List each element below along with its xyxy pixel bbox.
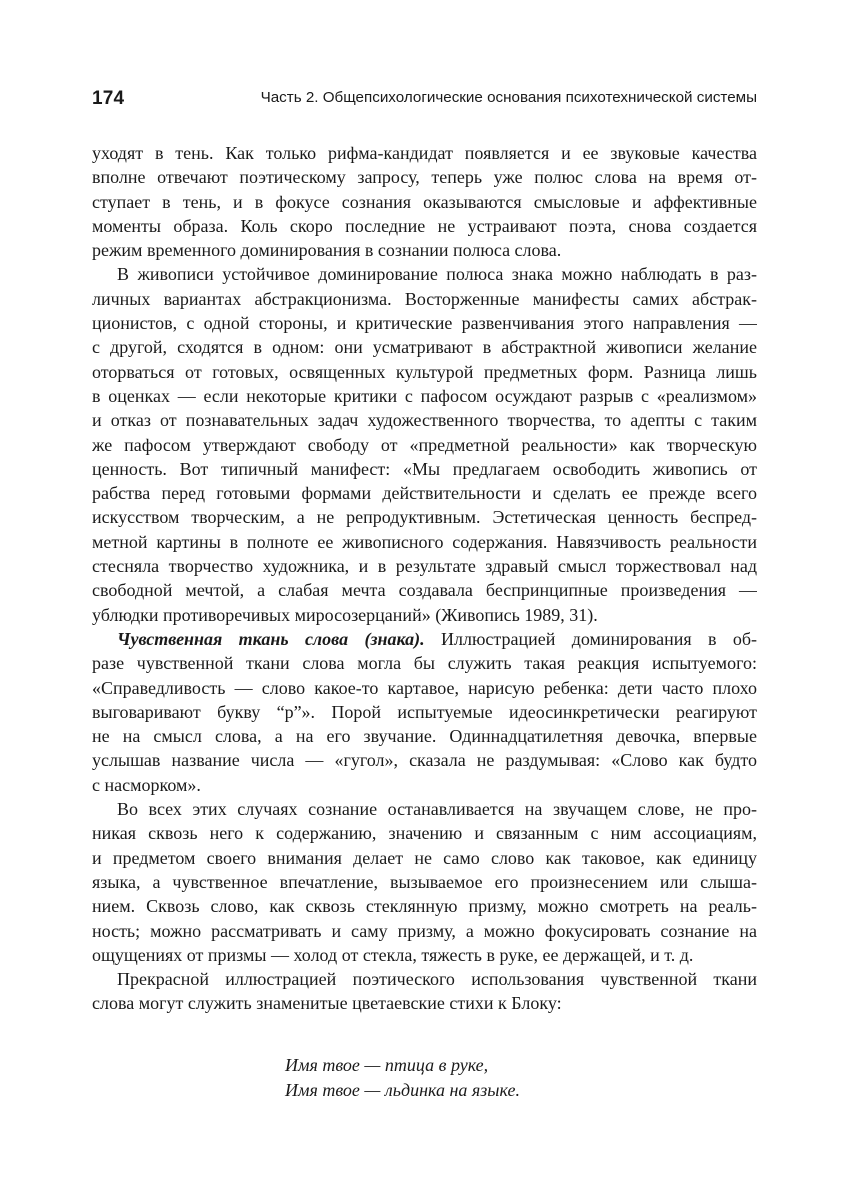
text-line: ность; можно рассматривать и саму призму, а можно фокусировать сознание на (92, 920, 757, 941)
text-line: с другой, сходятся в одном: они усматривают в абстрактной живописи желание (92, 337, 757, 358)
poem-quote (285, 1053, 520, 1103)
text-line: «Справедливость — слово какое-то картавое, нарисую ребенка: дети часто плохо (92, 677, 757, 698)
text-line: Прекрасной иллюстрацией поэтического использования чувственной ткани (117, 969, 757, 990)
text-line: искусством творческим, а не репродуктивным. Эстетическая ценность беспред- (92, 507, 757, 528)
text-line: Во всех этих случаях сознание останавливается на звучащем слове, не про- (117, 799, 757, 820)
text-line: не на смысл слова, а на его звучание. Одиннадцатилетняя девочка, впервые (92, 726, 757, 747)
paragraph (92, 967, 757, 1016)
text-line: метной картины в полноте ее живописного содержания. Навязчивость реальности (92, 531, 757, 552)
paragraph (92, 262, 757, 626)
paragraph (92, 627, 757, 797)
text-line: же пафосом утверждают свободу от «предметной реальности» как творческую (92, 434, 757, 455)
text-line: оторваться от готовых, освященных культурой предметных форм. Разница лишь (92, 361, 757, 382)
text-line: стесняла творчество художника, и в результате здравый смысл торжествовал над (92, 556, 757, 577)
running-header (92, 86, 757, 110)
text-line: услышав название числа — «гугол», сказала не раздумывая: «Слово как будто (92, 750, 757, 771)
body-text (92, 141, 757, 1016)
text-line: с насморком». (92, 774, 201, 795)
text-line: ступает в тень, и в фокусе сознания оказываются смысловые и аффективные (92, 191, 757, 212)
text-line: никая сквозь него к содержанию, значению и связанным с ним ассоциациям, (92, 823, 757, 844)
text-line: в оценках — если некоторые критики с пафосом осуждают разрыв с «реализмом» (92, 385, 757, 406)
text-line: вполне отвечают поэтическому запросу, теперь уже полюс слова на время от- (92, 167, 757, 188)
paragraph (92, 141, 757, 262)
text-line: рабства перед готовыми формами действительности и сделать ее прежде всего (92, 483, 757, 504)
text-line: личных вариантах абстракционизма. Восторженные манифесты самих абстрак- (92, 288, 757, 309)
text-span: Иллюстрацией доминирования в об- (424, 628, 757, 649)
text-line: языка, а чувственное впечатление, вызываемое его произнесением или слыша- (92, 871, 757, 892)
text-line: уходят в тень. Как только рифма-кандидат появляется и ее звуковые качества (92, 143, 757, 163)
poem-line: Имя твое — птица в руке, (285, 1055, 489, 1075)
paragraph (92, 797, 757, 967)
text-line (92, 627, 757, 651)
text-line: свободной мечтой, а слабая мечта создавала беспринципные произведения — (92, 580, 757, 601)
text-line: ощущениях от призмы — холод от стекла, тяжесть в руке, ее держащей, и т. д. (92, 944, 694, 965)
text-line: ублюдки противоречивых миросозерцаний» (Живопись 1989, 31). (92, 604, 598, 625)
text-line: и отказ от познавательных задач художественного творчества, то адепты с таким (92, 410, 757, 431)
text-line: нием. Сквозь слово, как сквозь стеклянную призму, можно смотреть на реаль- (92, 896, 757, 917)
text-line: моменты образа. Коль скоро последние не устраивают поэта, снова создается (92, 215, 757, 236)
text-line: слова могут служить знаменитые цветаевские стихи к Блоку: (92, 993, 562, 1014)
text-line: выговаривают букву “р”». Порой испытуемые идеосинкретически реагируют (92, 701, 757, 722)
run-in-heading: Чувственная ткань слова (знака). (117, 628, 425, 649)
page-number: 174 (92, 88, 125, 109)
poem-line: Имя твое — льдинка на языке. (285, 1080, 520, 1100)
text-line: ценность. Вот типичный манифест: «Мы предлагаем освободить живопись от (92, 458, 757, 479)
text-line: и предметом своего внимания делает не само слово как таковое, как единицу (92, 847, 757, 868)
text-line: режим временного доминирования в сознании полюса слова. (92, 240, 562, 261)
running-title: Часть 2. Общепсихологические основания психотехнической системы (260, 89, 757, 106)
text-line: разе чувственной ткани слова могла бы служить такая реакция испытуемого: (92, 653, 757, 674)
text-line: В живописи устойчивое доминирование полюса знака можно наблюдать в раз- (117, 264, 757, 285)
text-line: ционистов, с одной стороны, и критические развенчивания этого направления — (92, 313, 757, 334)
